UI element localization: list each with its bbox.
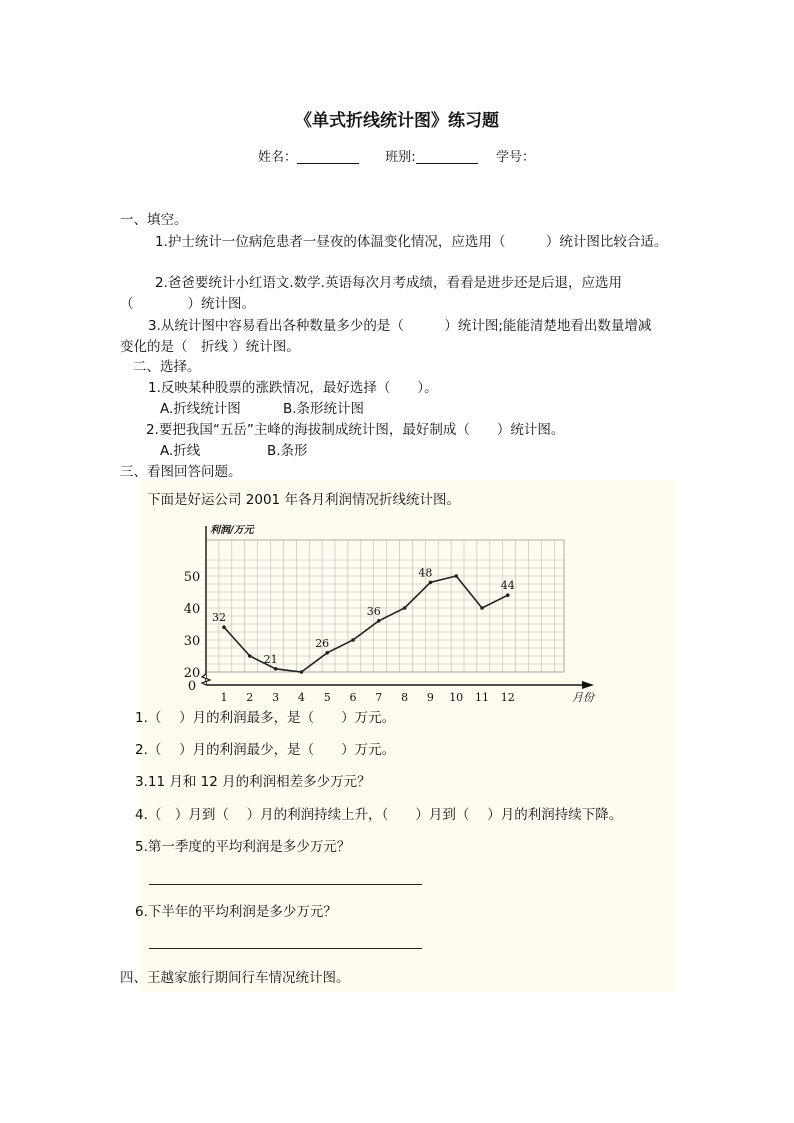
data-point [351, 638, 355, 642]
section3-heading: 三、看图回答问题。 [120, 464, 242, 480]
choice-1-option-b: B.条形统计图 [283, 401, 365, 417]
data-point [325, 651, 329, 655]
data-label: 36 [366, 604, 381, 618]
chart-axes [202, 526, 594, 689]
data-label: 44 [500, 579, 515, 593]
x-tick-label: 8 [401, 691, 409, 702]
chart-question-4: 4.（ ）月到（ ）月的利润持续上升，（ ）月到（ ）月的利润持续下降。 [135, 807, 623, 823]
data-point [300, 670, 304, 674]
chart-question-3: 3.11 月和 12 月的利润相差多少万元？ [135, 774, 371, 790]
data-label: 21 [263, 652, 278, 666]
section4-heading: 四、王越家旅行期间行车情况统计图。 [120, 970, 350, 986]
x-axis-arrow [582, 681, 594, 689]
id-label: 学号： [495, 150, 535, 165]
data-point [274, 667, 278, 671]
x-tick-label: 12 [500, 691, 515, 702]
fill-question-2-line1: 2.爸爸要统计小红语文.数学.英语每次月考成绩，看看是进步还是后退，应选用 [155, 275, 622, 291]
chart-grid [206, 540, 564, 672]
profit-line-chart [184, 522, 624, 702]
data-label: 32 [212, 611, 226, 625]
section1-heading: 一、填空。 [120, 212, 188, 228]
chart-question-1: 1.（ ）月的利润最多，是（ ）万元。 [135, 710, 396, 726]
x-tick-label: 7 [375, 691, 383, 702]
name-blank[interactable] [297, 149, 359, 164]
class-blank[interactable] [416, 149, 478, 164]
choice-2-option-b: B.条形 [267, 443, 308, 459]
data-label: 26 [315, 636, 330, 650]
data-point [403, 606, 407, 610]
chart-question-2: 2.（ ）月的利润最少，是（ ）万元。 [135, 742, 396, 758]
x-tick-label: 9 [426, 691, 434, 702]
answer-line-6[interactable] [149, 948, 422, 949]
name-label: 姓名： [258, 150, 298, 165]
y-tick-label: 50 [184, 570, 201, 585]
x-tick-label: 2 [246, 691, 254, 702]
x-tick-label: 6 [349, 691, 357, 702]
y-tick-label: 30 [184, 634, 201, 649]
class-label: 班别: [385, 150, 416, 165]
data-label: 48 [418, 566, 433, 580]
x-tick-label: 4 [297, 691, 305, 702]
answer-line-5[interactable] [149, 884, 422, 885]
choice-2-option-a: A.折线 [160, 443, 201, 459]
y-tick-label: 0 [187, 679, 197, 694]
chart-panel [120, 480, 675, 992]
data-point [222, 625, 226, 629]
y-tick-label: 20 [184, 666, 201, 681]
y-tick-label: 40 [184, 602, 201, 617]
data-point [480, 606, 484, 610]
data-point [506, 593, 510, 597]
fill-question-2-line2: （ ）统计图。 [120, 296, 255, 312]
chart-question-6: 6.下半年的平均利润是多少万元？ [135, 904, 337, 920]
x-tick-label: 5 [323, 691, 331, 702]
chart-intro: 下面是好运公司 2001 年各月利润情况折线统计图。 [147, 492, 460, 508]
x-tick-label: 3 [272, 691, 280, 702]
data-point [248, 654, 252, 658]
section2-heading: 二、选择。 [133, 359, 201, 375]
axis-break [202, 674, 210, 685]
fill-question-1: 1.护士统计一位病危患者一昼夜的体温变化情况，应选用（ ）统计图比较合适。 [155, 234, 668, 250]
fill-question-3-line1: 3.从统计图中容易看出各种数量多少的是（ ）统计图;能能清楚地看出数量增减 [148, 318, 652, 334]
choice-question-2: 2.要把我国“五岳”主峰的海拔制成统计图，最好制成（ ）统计图。 [146, 422, 565, 438]
chart-labels [184, 524, 596, 702]
student-info [258, 146, 535, 165]
choice-question-1: 1.反映某种股票的涨跌情况，最好选择（ ）。 [148, 380, 438, 396]
page-title: 《单式折线统计图》练习题 [295, 111, 499, 131]
x-tick-label: 1 [220, 691, 228, 702]
x-axis-title: 月份 [572, 691, 594, 702]
data-point [454, 574, 458, 578]
x-tick-label: 11 [475, 691, 489, 702]
fill-question-3-line2: 变化的是（ 折线 ）统计图。 [120, 339, 300, 355]
y-axis-title: 利润/万元 [210, 525, 254, 536]
data-point [377, 619, 381, 623]
choice-1-option-a: A.折线统计图 [160, 401, 241, 417]
chart-question-5: 5.第一季度的平均利润是多少万元？ [135, 839, 351, 855]
data-point [429, 581, 433, 585]
x-tick-label: 10 [449, 691, 464, 702]
